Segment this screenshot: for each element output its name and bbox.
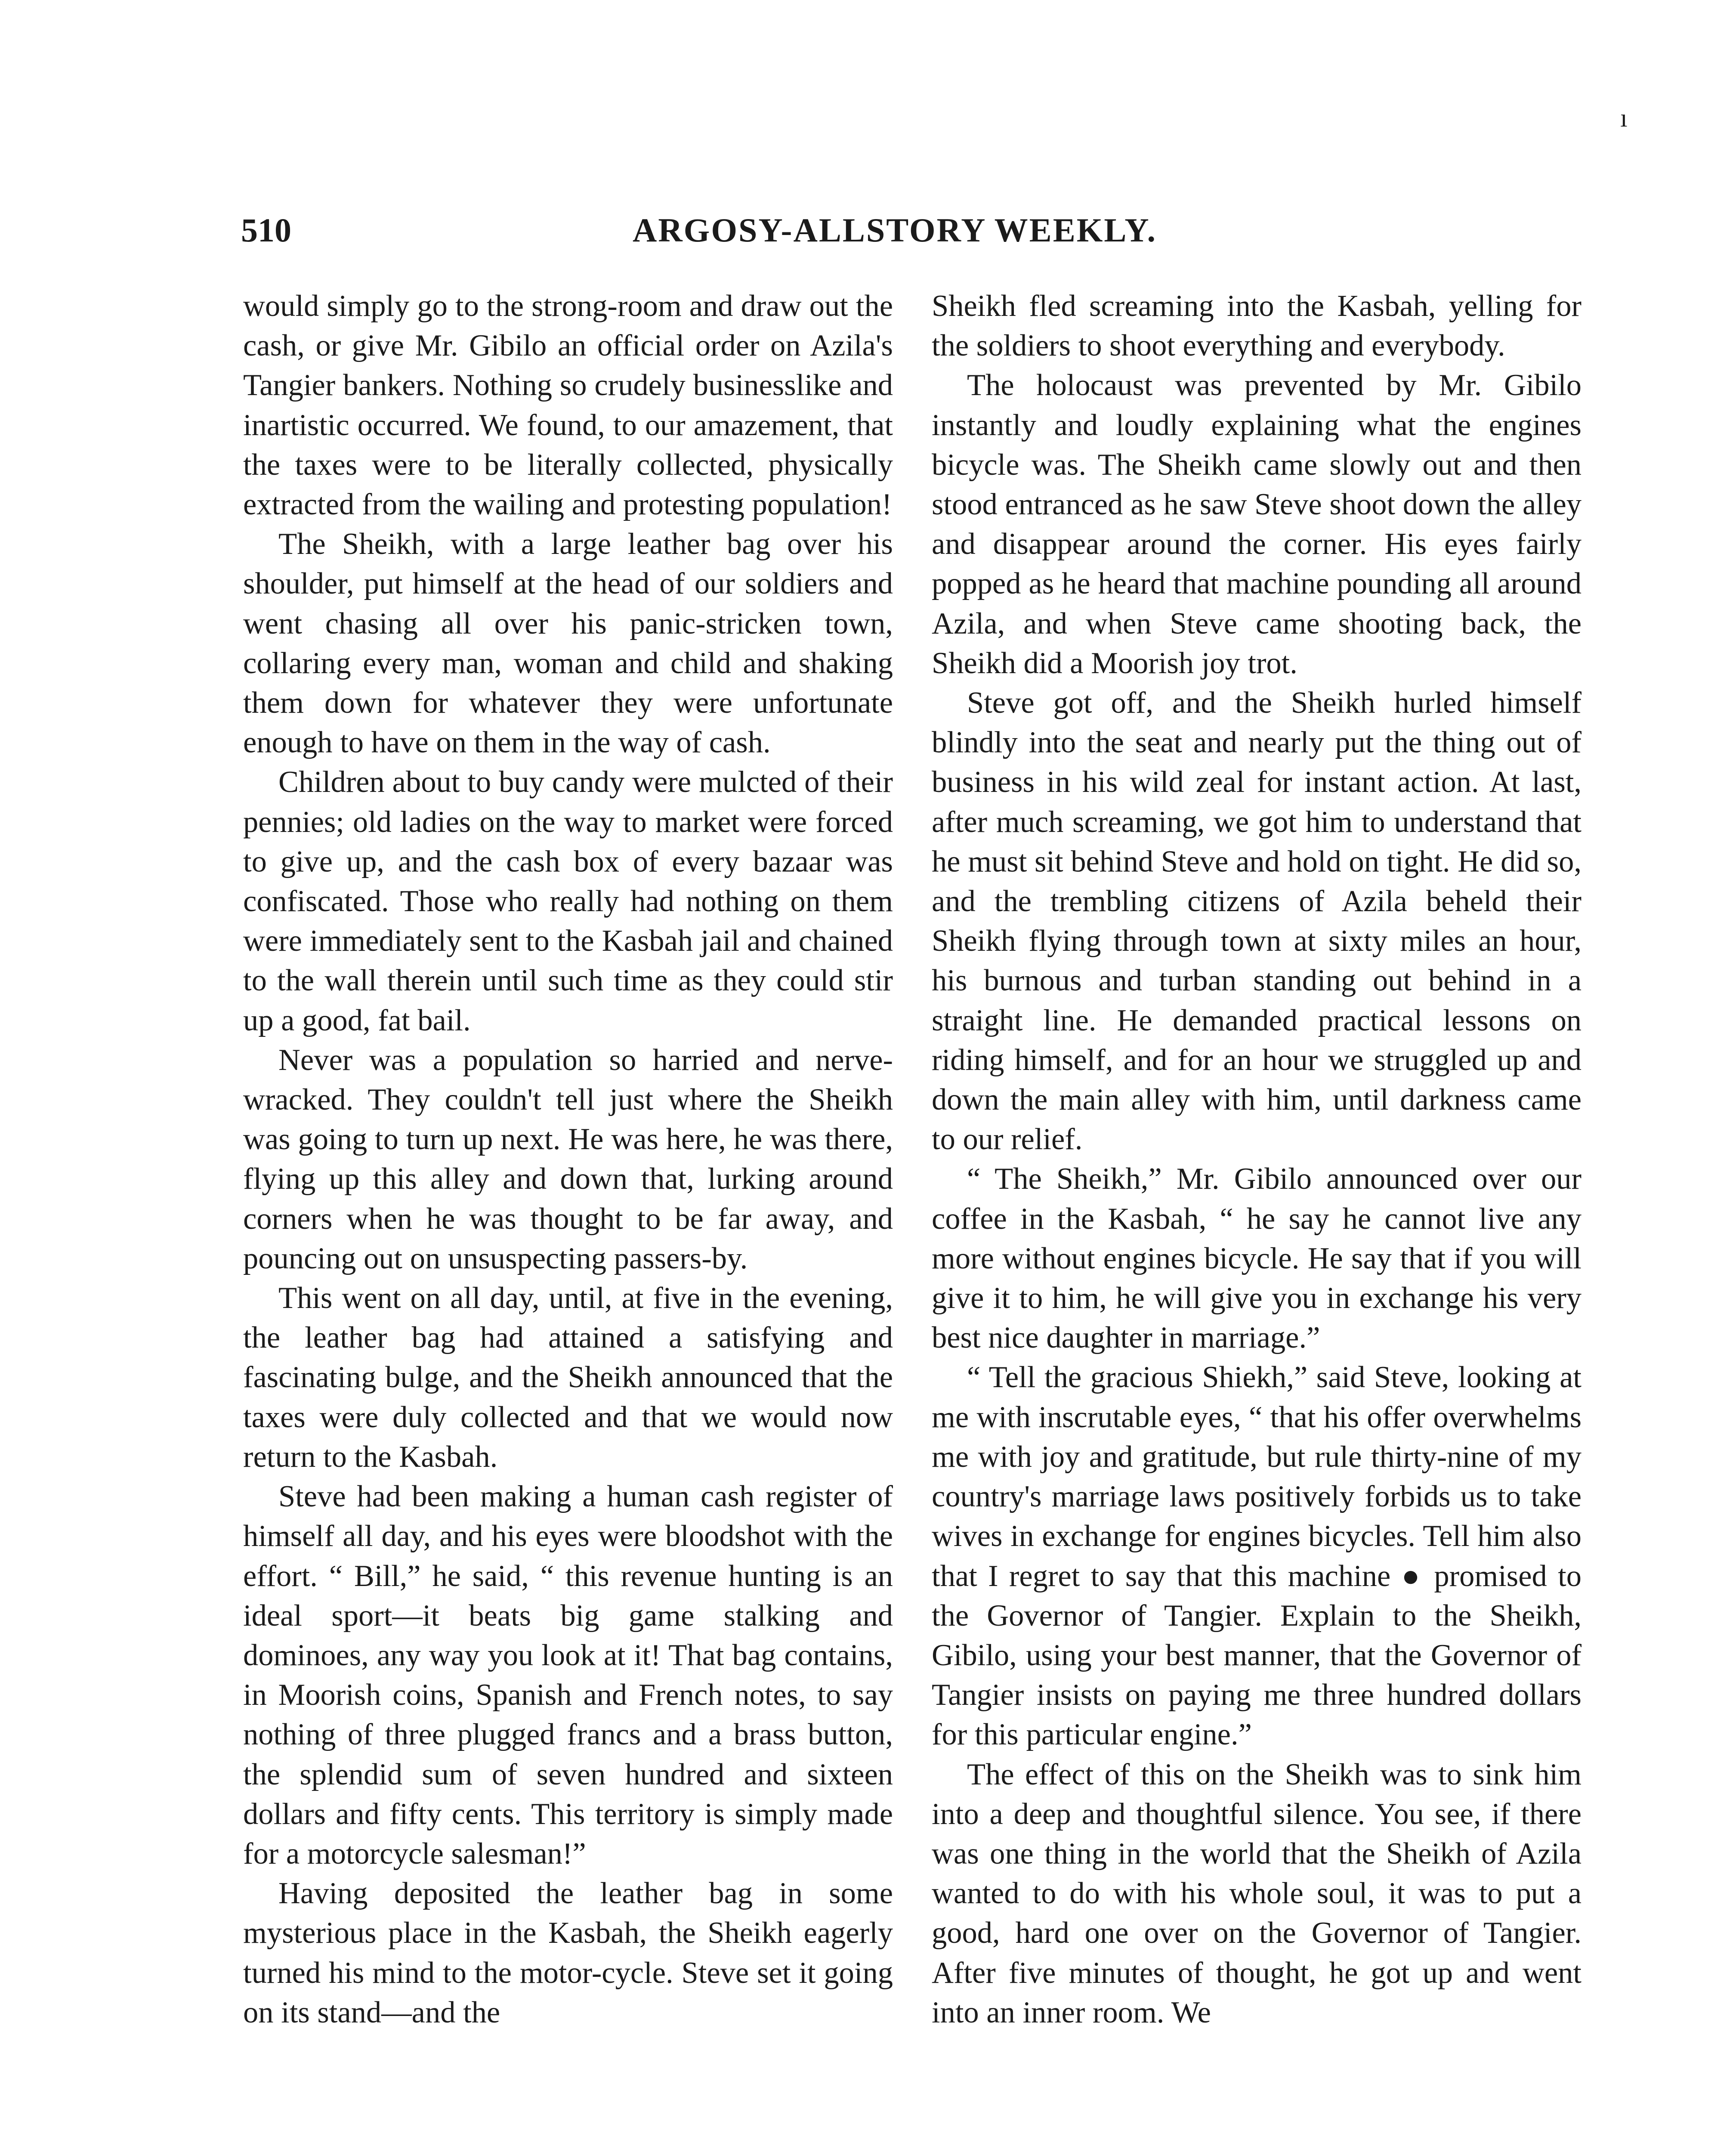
right-column: [932, 286, 1582, 2032]
paragraph: This went on all day, until, at five in the evening, the leather bag had attained a satisfying and fascinating bulge, and the Sheikh announced that the taxes were duly collected and that we would now return to the Kasbah.: [243, 1281, 893, 1474]
paragraph: Steve got off, and the Sheikh hurled himself blindly into the seat and nearly put the thing out of business in his wild zeal for instant action. At last, after much screaming, we got him to understand that he must sit behind Steve and hold on tight. He did so, and the trembling citizens of Azila beheld their Sheikh flying through town at sixty miles an hour, his burnous and turban standing out behind in a straight line. He demanded practical lessons on riding himself, and for an hour we struggled up and down the main alley with him, until darkness came to our relief.: [932, 686, 1582, 1156]
paragraph: would simply go to the strong-room and draw out the cash, or give Mr. Gibilo an official order on Azila's Tangier bankers. Nothing so crudely businesslike and inartistic occurred. We found, to our amazement, that the taxes were to be literally collected, physically extracted from the wailing and protesting population!: [243, 289, 893, 522]
paragraph: The Sheikh, with a large leather bag over his shoulder, put himself at the head of our soldiers and went chasing all over his panic-stricken town, collaring every man, woman and child and shaking them down for whatever they were unfortunate enough to have on them in the way of cash.: [243, 527, 893, 760]
page-number: 510: [241, 211, 291, 249]
paragraph: “ The Sheikh,” Mr. Gibilo announced over our coffee in the Kasbah, “ he say he cannot live any more without engines bicycle. He say that if you will give it to him, he will give you in exchange his very best nice daughter in marriage.”: [932, 1162, 1582, 1355]
paragraph: Steve had been making a human cash register of himself all day, and his eyes were bloodshot with the effort. “ Bill,” he said, “ this revenue hunting is an ideal sport—it beats big game stalking and dominoes, any way you look at it! That bag contains, in Moorish coins, Spanish and French notes, to say nothing of three plugged francs and a brass button, the splendid sum of seven hundred and sixteen dollars and fifty cents. This territory is simply made for a motorcycle salesman!”: [243, 1480, 893, 1871]
paragraph: Sheikh fled screaming into the Kasbah, yelling for the soldiers to shoot everything and everybody.: [932, 289, 1582, 363]
paragraph: Never was a population so harried and nerve-wracked. They couldn't tell just where the Sheikh was going to turn up next. He was here, he was there, flying up this alley and down that, lurking around corners when he was thought to be far away, and pouncing out on unsuspecting passers-by.: [243, 1043, 893, 1275]
left-column: [243, 286, 893, 2032]
top-corner-mark: ı: [1620, 104, 1628, 132]
paragraph: The effect of this on the Sheikh was to sink him into a deep and thoughtful silence. You see, if there was one thing in the world that the Sheikh of Azila wanted to do with his whole soul, it was to put a good, hard one over on the Governor of Tangier. After five minutes of thought, he got up and went into an inner room. We: [932, 1757, 1582, 2029]
paragraph: The holocaust was prevented by Mr. Gibilo instantly and loudly explaining what the engines bicycle was. The Sheikh came slowly out and then stood entranced as he saw Steve shoot down the alley and disappear around the corner. His eyes fairly popped as he heard that machine pounding all around Azila, and when Steve came shooting back, the Sheikh did a Moorish joy trot.: [932, 368, 1582, 680]
paragraph: Children about to buy candy were mulcted of their pennies; old ladies on the way to market were forced to give up, and the cash box of every bazaar was confiscated. Those who really had nothing on them were immediately sent to the Kasbah jail and chained to the wall therein until such time as they could stir up a good, fat bail.: [243, 765, 893, 1037]
paragraph: “ Tell the gracious Shiekh,” said Steve, looking at me with inscrutable eyes, “ that his offer overwhelms me with joy and gratitude, but rule thirty-nine of my country's marriage laws positively forbids us to take wives in exchange for engines bicycles. Tell him also that I regret to say that this machine ● promised to the Governor of Tangier. Explain to the Sheikh, Gibilo, using your best manner, that the Governor of Tangier insists on paying me three hundred dollars for this particular engine.”: [932, 1360, 1582, 1752]
paragraph: Having deposited the leather bag in some mysterious place in the Kasbah, the Sheikh eagerly turned his mind to the motor-cycle. Steve set it going on its stand—and the: [243, 1877, 893, 2029]
running-head: ARGOSY-ALLSTORY WEEKLY.: [633, 211, 1157, 249]
